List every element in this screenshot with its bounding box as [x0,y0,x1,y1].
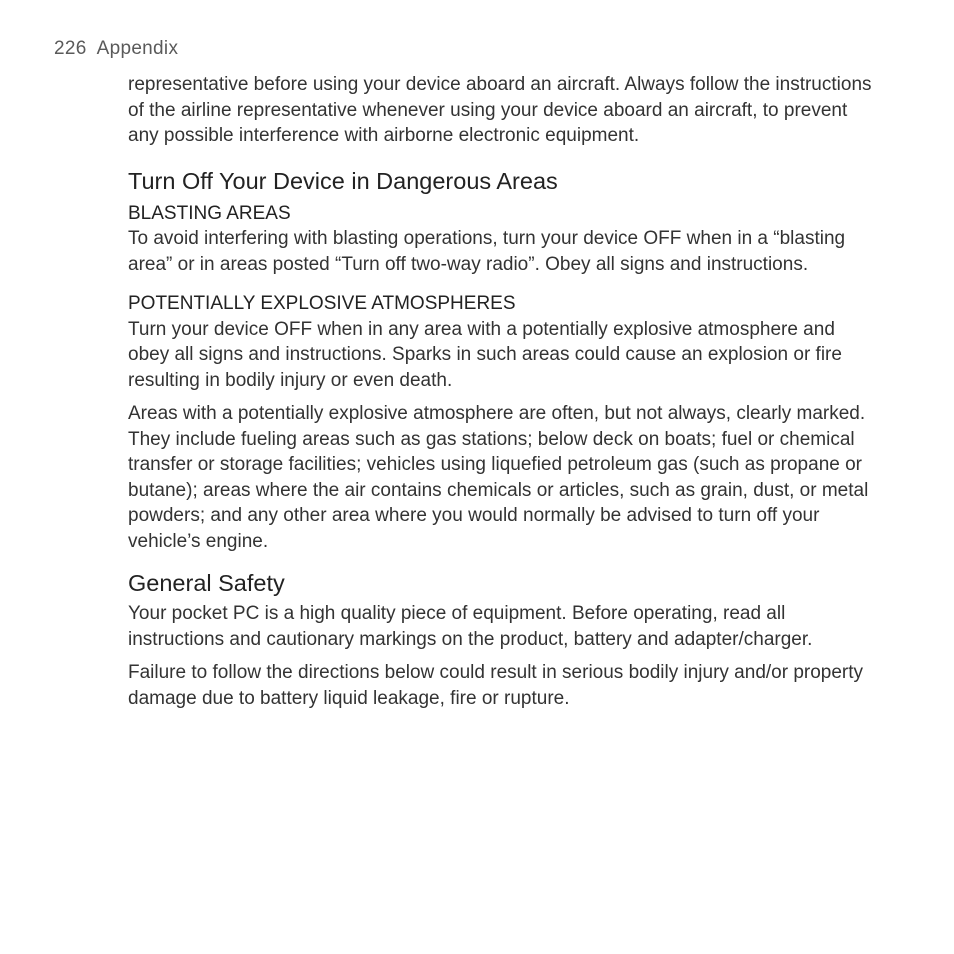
heading-general-safety: General Safety [128,570,285,596]
intro-paragraph: representative before using your device aboard an aircraft. Always follow the instructions of the airline representative whenever using your device aboard an aircraft, to prevent any possible interference with airborne electronic equipment. [128,74,872,146]
subheading-blasting-areas: BLASTING AREAS [128,202,291,224]
page-header [54,38,178,60]
page-number: 226 [54,38,87,59]
paragraph-explosive-1: Turn your device OFF when in any area with a potentially explosive atmosphere and obey all signs and instructions. Sparks in such areas could cause an explosion or fire resulting in bodily injury or even death. [128,318,842,391]
section-name: Appendix [96,38,179,59]
paragraph-blasting-areas: To avoid interfering with blasting operations, turn your device OFF when in a “blasting area” or in areas posted “Turn off two-way radio”. Obey all signs and instructions. [128,228,846,275]
heading-dangerous-areas: Turn Off Your Device in Dangerous Areas [128,167,558,194]
page-content [128,72,873,711]
paragraph-explosive-2: Areas with a potentially explosive atmosphere are often, but not always, clearly marked. They include fueling areas such as gas stations; below deck on boats; fuel or chemical transfer or storage facilities; vehicles using liquefied petroleum gas (such as propane or butane); areas where the air contains chemicals or articles, such as grain, dust, or metal powders; and any other area where you would normally be advised to turn off your vehicle’s engine. [128,403,869,552]
subheading-explosive-atmospheres: POTENTIALLY EXPLOSIVE ATMOSPHERES [128,293,516,314]
paragraph-general-safety-1: Your pocket PC is a high quality piece of equipment. Before operating, read all instructions and cautionary markings on the product, battery and adapter/charger. [128,603,813,650]
paragraph-general-safety-2: Failure to follow the directions below could result in serious bodily injury and/or property damage due to battery liquid leakage, fire or rupture. [128,662,864,709]
